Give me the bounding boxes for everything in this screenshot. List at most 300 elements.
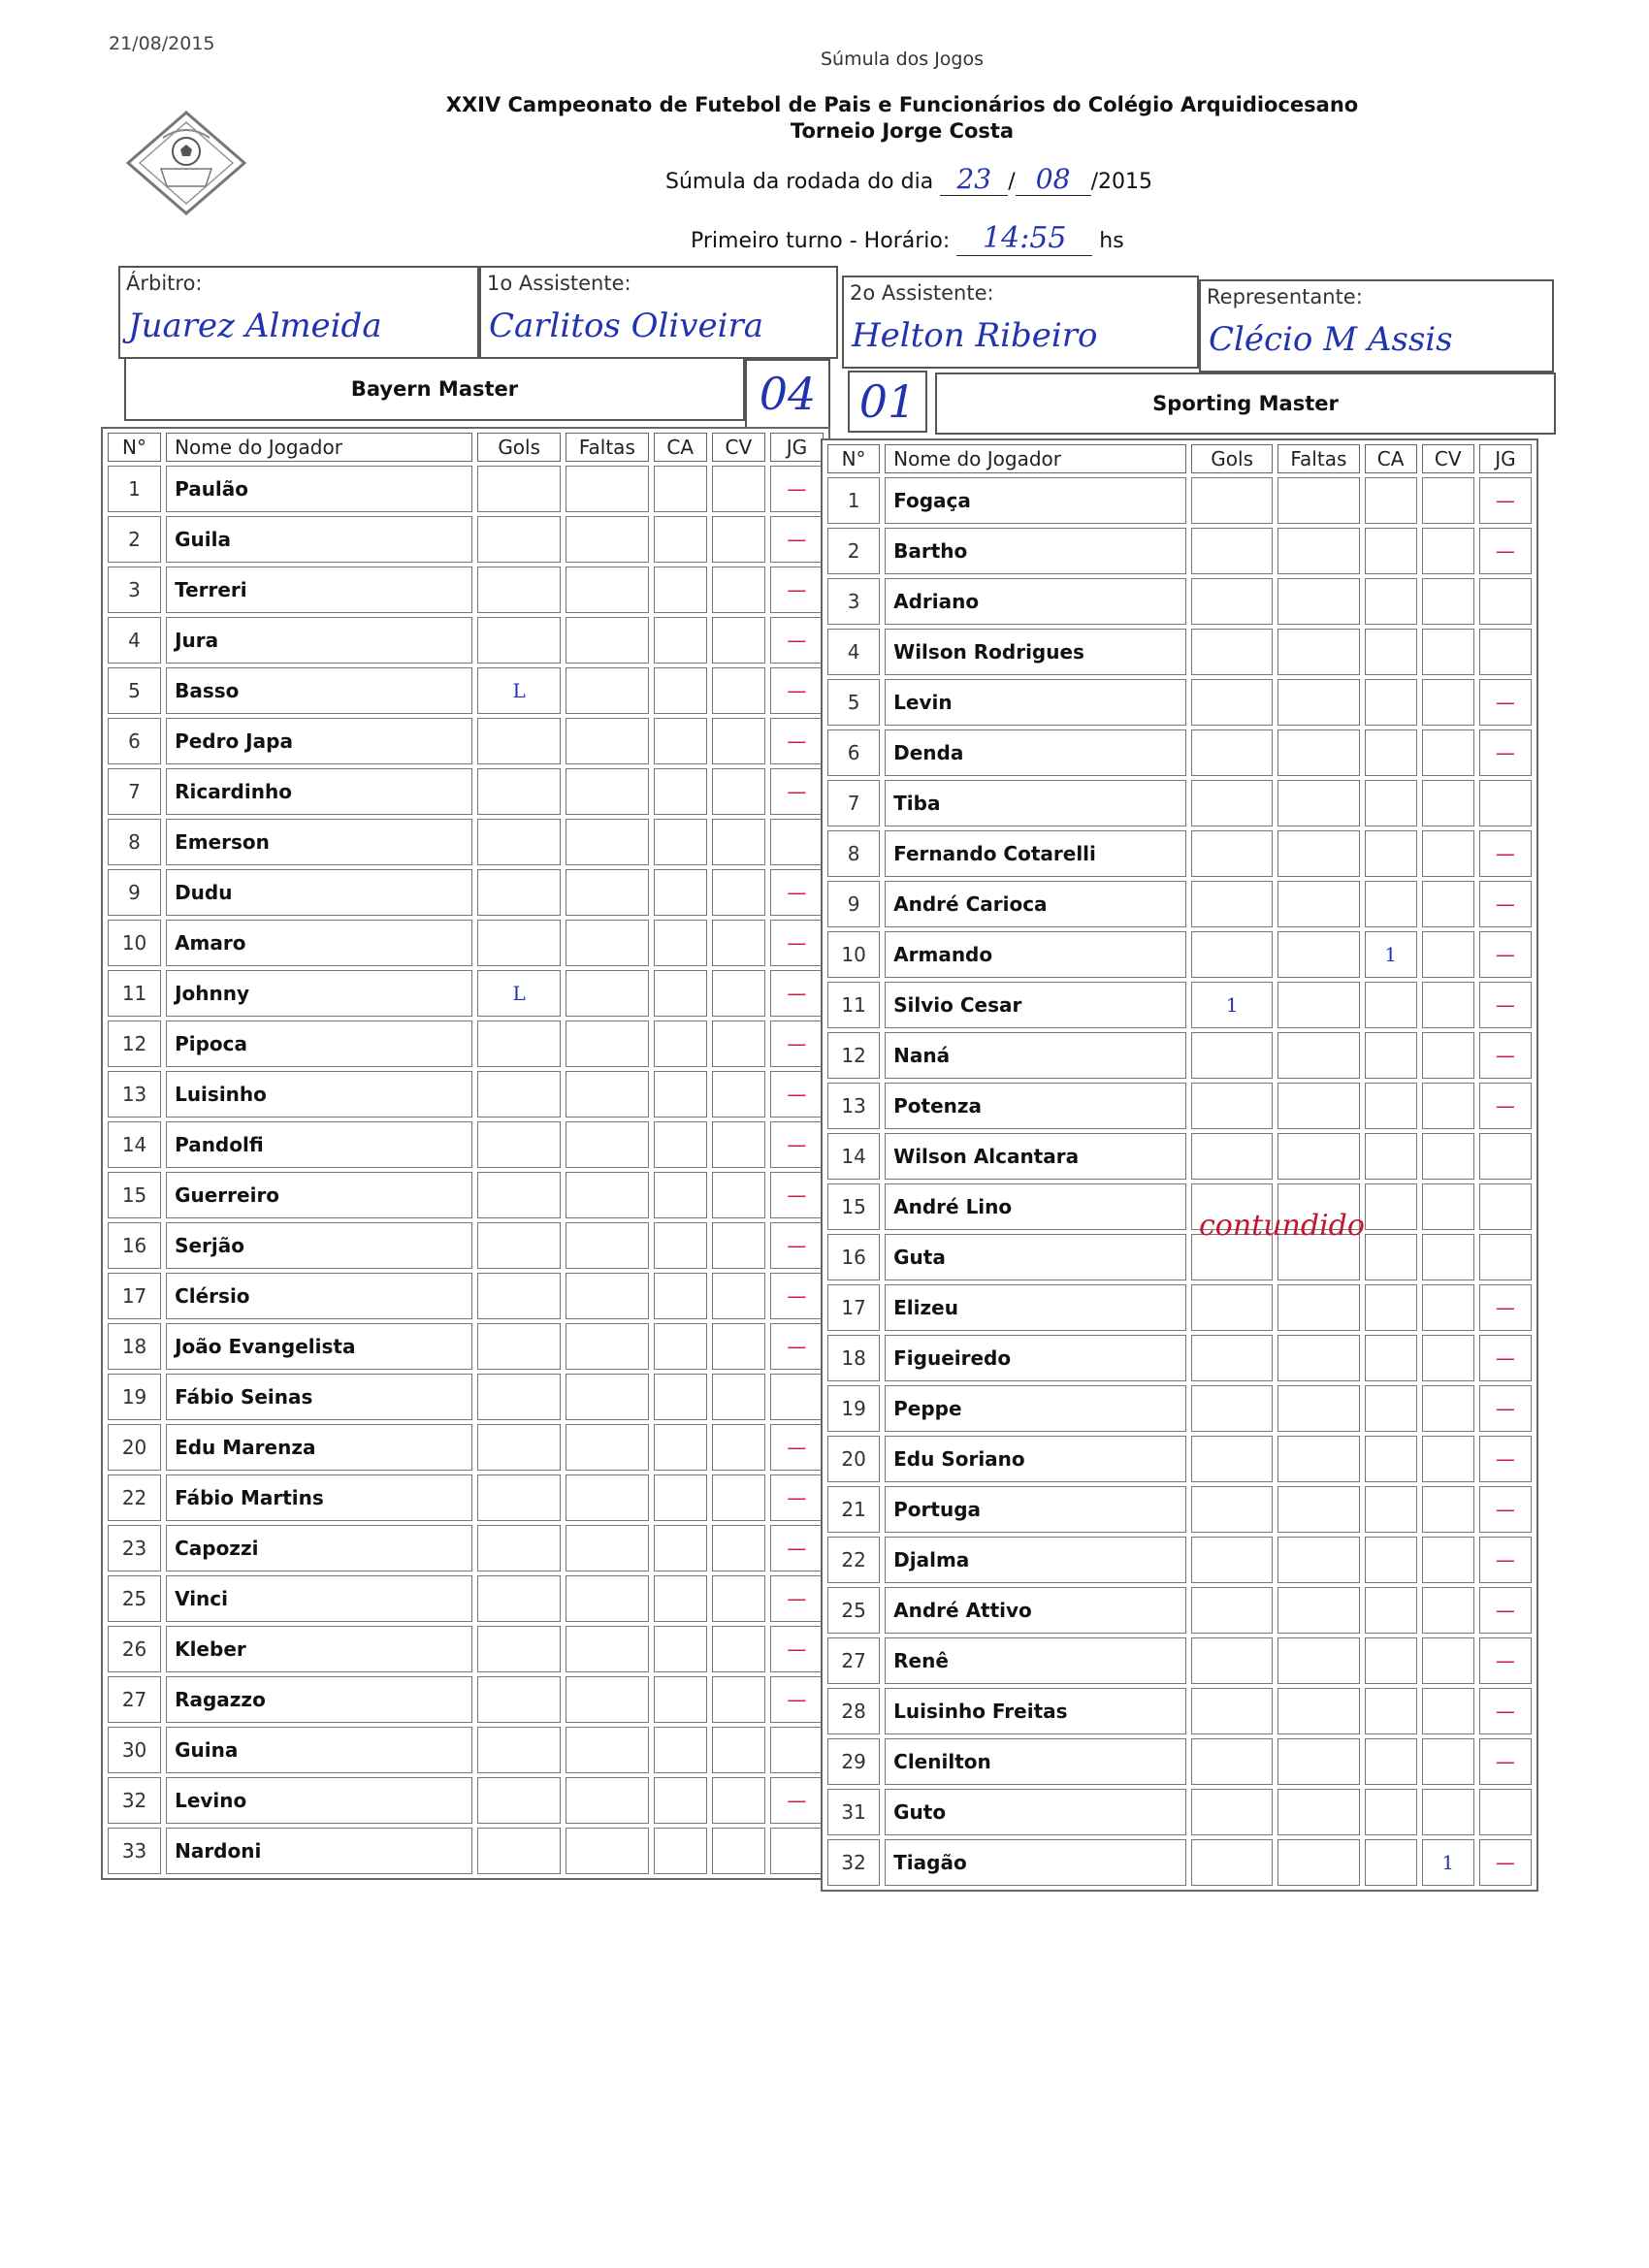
player-played xyxy=(770,819,824,865)
player-fouls xyxy=(1277,1335,1359,1381)
player-played: — xyxy=(1479,881,1532,927)
player-yellow-card xyxy=(1365,679,1417,726)
player-row xyxy=(827,729,1532,776)
player-fouls xyxy=(1277,1537,1359,1583)
player-fouls xyxy=(566,667,649,714)
player-goals xyxy=(1191,1032,1273,1079)
player-played: — xyxy=(770,1323,824,1370)
player-red-card xyxy=(1422,1789,1474,1835)
player-fouls xyxy=(1277,1284,1359,1331)
player-name: Guerreiro xyxy=(166,1172,472,1218)
player-red-card xyxy=(712,1575,765,1622)
player-red-card xyxy=(1422,1234,1474,1280)
player-name: Emerson xyxy=(166,819,472,865)
player-yellow-card xyxy=(654,1424,707,1471)
player-yellow-card xyxy=(1365,477,1417,524)
player-row xyxy=(827,1234,1532,1280)
col-ca: CA xyxy=(654,433,707,462)
player-yellow-card xyxy=(1365,1587,1417,1634)
col-num: N° xyxy=(108,433,161,462)
player-name: Edu Soriano xyxy=(885,1436,1186,1482)
col-cv: CV xyxy=(712,433,765,462)
player-played: — xyxy=(1479,679,1532,726)
player-played: — xyxy=(1479,830,1532,877)
player-yellow-card xyxy=(1365,1436,1417,1482)
player-row xyxy=(108,1323,824,1370)
player-fouls xyxy=(566,819,649,865)
player-fouls xyxy=(566,617,649,664)
player-goals xyxy=(477,1575,561,1622)
player-name: Peppe xyxy=(885,1385,1186,1432)
player-row xyxy=(108,1071,824,1118)
player-row xyxy=(108,1121,824,1168)
player-fouls xyxy=(566,1474,649,1521)
player-red-card xyxy=(712,1273,765,1319)
player-fouls xyxy=(1277,528,1359,574)
player-red-card xyxy=(712,567,765,613)
player-row xyxy=(108,1474,824,1521)
player-played: — xyxy=(770,466,824,512)
player-played xyxy=(1479,1789,1532,1835)
player-fouls xyxy=(566,1121,649,1168)
col-name: Nome do Jogador xyxy=(885,444,1186,473)
player-goals xyxy=(477,1828,561,1874)
player-yellow-card xyxy=(654,1474,707,1521)
player-goals xyxy=(1191,1083,1273,1129)
player-number: 13 xyxy=(827,1083,880,1129)
player-name: Guta xyxy=(885,1234,1186,1280)
player-red-card xyxy=(712,869,765,916)
player-number: 9 xyxy=(827,881,880,927)
player-yellow-card xyxy=(654,1676,707,1723)
player-played: — xyxy=(770,617,824,664)
player-yellow-card xyxy=(1365,1032,1417,1079)
player-number: 5 xyxy=(827,679,880,726)
player-fouls xyxy=(1277,477,1359,524)
player-played: — xyxy=(1479,1688,1532,1734)
player-number: 1 xyxy=(827,477,880,524)
player-played: — xyxy=(1479,528,1532,574)
player-number: 21 xyxy=(827,1486,880,1533)
player-red-card xyxy=(712,1222,765,1269)
player-yellow-card xyxy=(654,1525,707,1571)
assistente1-label: 1o Assistente: xyxy=(487,272,631,295)
player-yellow-card xyxy=(654,567,707,613)
player-goals xyxy=(477,1273,561,1319)
player-yellow-card xyxy=(654,1121,707,1168)
player-row xyxy=(827,1385,1532,1432)
player-fouls xyxy=(1277,1133,1359,1180)
player-red-card xyxy=(1422,528,1474,574)
player-played: — xyxy=(1479,982,1532,1028)
col-gols: Gols xyxy=(477,433,561,462)
player-name: Naná xyxy=(885,1032,1186,1079)
player-goals xyxy=(1191,477,1273,524)
player-name: Guina xyxy=(166,1727,472,1773)
player-goals xyxy=(477,567,561,613)
player-number: 8 xyxy=(827,830,880,877)
player-row xyxy=(827,1284,1532,1331)
player-row xyxy=(108,1525,824,1571)
player-yellow-card xyxy=(654,1071,707,1118)
player-goals xyxy=(1191,729,1273,776)
player-fouls xyxy=(566,1172,649,1218)
player-row xyxy=(827,1587,1532,1634)
player-red-card xyxy=(1422,1637,1474,1684)
player-yellow-card xyxy=(1365,830,1417,877)
arbitro-label: Árbitro: xyxy=(126,272,203,295)
player-played: — xyxy=(770,1424,824,1471)
player-number: 17 xyxy=(827,1284,880,1331)
player-row xyxy=(827,477,1532,524)
player-fouls xyxy=(566,1777,649,1824)
player-number: 19 xyxy=(108,1374,161,1420)
player-row xyxy=(827,1637,1532,1684)
player-fouls xyxy=(1277,1587,1359,1634)
player-goals: L xyxy=(477,667,561,714)
player-row xyxy=(827,1839,1532,1886)
player-name: Fábio Seinas xyxy=(166,1374,472,1420)
assistente2-box xyxy=(842,275,1199,369)
player-fouls xyxy=(566,768,649,815)
player-number: 6 xyxy=(108,718,161,764)
home-roster-table xyxy=(101,427,830,1880)
player-name: Denda xyxy=(885,729,1186,776)
player-name: Figueiredo xyxy=(885,1335,1186,1381)
player-number: 17 xyxy=(108,1273,161,1319)
away-score: 01 xyxy=(848,371,927,433)
player-name: Pedro Japa xyxy=(166,718,472,764)
player-yellow-card xyxy=(654,1777,707,1824)
player-row xyxy=(108,667,824,714)
player-yellow-card xyxy=(1365,1789,1417,1835)
player-fouls xyxy=(1277,1083,1359,1129)
player-fouls xyxy=(566,1626,649,1672)
player-number: 15 xyxy=(108,1172,161,1218)
player-played: — xyxy=(770,567,824,613)
player-goals xyxy=(1191,1486,1273,1533)
player-fouls xyxy=(1277,982,1359,1028)
player-goals xyxy=(477,1071,561,1118)
player-played xyxy=(1479,1183,1532,1230)
player-red-card xyxy=(712,1828,765,1874)
player-name: Edu Marenza xyxy=(166,1424,472,1471)
player-yellow-card xyxy=(654,1021,707,1067)
player-fouls xyxy=(566,516,649,563)
player-played xyxy=(770,1828,824,1874)
player-name: Luisinho Freitas xyxy=(885,1688,1186,1734)
player-name: Fábio Martins xyxy=(166,1474,472,1521)
player-row xyxy=(108,1777,824,1824)
player-name: Ragazzo xyxy=(166,1676,472,1723)
player-goals xyxy=(1191,1284,1273,1331)
player-name: Pandolfi xyxy=(166,1121,472,1168)
player-yellow-card xyxy=(1365,1738,1417,1785)
player-fouls xyxy=(1277,780,1359,826)
player-played: — xyxy=(1479,1637,1532,1684)
player-name: Levino xyxy=(166,1777,472,1824)
player-name: Tiagão xyxy=(885,1839,1186,1886)
player-fouls xyxy=(1277,729,1359,776)
player-red-card xyxy=(1422,881,1474,927)
home-team-name: Bayern Master xyxy=(124,357,745,421)
player-name: Renê xyxy=(885,1637,1186,1684)
player-played xyxy=(1479,629,1532,675)
player-row xyxy=(827,881,1532,927)
player-red-card xyxy=(1422,1284,1474,1331)
player-row xyxy=(108,567,824,613)
player-number: 18 xyxy=(108,1323,161,1370)
player-number: 4 xyxy=(827,629,880,675)
player-played: — xyxy=(1479,931,1532,978)
player-number: 11 xyxy=(108,970,161,1017)
assistente2-name: Helton Ribeiro xyxy=(852,316,1098,355)
player-row xyxy=(827,1083,1532,1129)
player-red-card xyxy=(1422,1436,1474,1482)
player-name: Kleber xyxy=(166,1626,472,1672)
player-number: 22 xyxy=(108,1474,161,1521)
player-red-card xyxy=(712,667,765,714)
player-fouls xyxy=(1277,679,1359,726)
player-fouls xyxy=(1277,629,1359,675)
player-goals xyxy=(477,1777,561,1824)
player-number: 28 xyxy=(827,1688,880,1734)
player-number: 26 xyxy=(108,1626,161,1672)
player-goals xyxy=(477,516,561,563)
player-red-card xyxy=(1422,931,1474,978)
player-number: 18 xyxy=(827,1335,880,1381)
player-goals xyxy=(1191,780,1273,826)
player-yellow-card xyxy=(1365,1183,1417,1230)
player-row xyxy=(827,1486,1532,1533)
rodada-year: /2015 xyxy=(1090,170,1153,194)
player-yellow-card xyxy=(654,1727,707,1773)
player-name: Wilson Rodrigues xyxy=(885,629,1186,675)
player-goals xyxy=(477,1374,561,1420)
player-red-card xyxy=(712,1374,765,1420)
player-played: — xyxy=(1479,1335,1532,1381)
player-red-card xyxy=(1422,578,1474,625)
player-name: Luisinho xyxy=(166,1071,472,1118)
player-row xyxy=(108,1626,824,1672)
player-goals xyxy=(477,768,561,815)
player-name: Potenza xyxy=(885,1083,1186,1129)
player-played: — xyxy=(1479,1537,1532,1583)
officials-row xyxy=(118,266,1554,359)
representante-name: Clécio M Assis xyxy=(1209,320,1453,359)
player-yellow-card xyxy=(654,1575,707,1622)
player-row xyxy=(108,1273,824,1319)
rodada-sep: / xyxy=(1008,170,1016,194)
player-played: — xyxy=(770,1273,824,1319)
player-red-card xyxy=(712,718,765,764)
player-yellow-card xyxy=(1365,1335,1417,1381)
player-red-card xyxy=(1422,1738,1474,1785)
player-goals xyxy=(477,1676,561,1723)
player-played: — xyxy=(770,1525,824,1571)
player-fouls xyxy=(566,718,649,764)
player-row xyxy=(108,1727,824,1773)
player-goals xyxy=(477,1021,561,1067)
col-gols: Gols xyxy=(1191,444,1273,473)
player-fouls xyxy=(1277,578,1359,625)
player-played xyxy=(1479,1133,1532,1180)
col-faltas: Faltas xyxy=(1277,444,1359,473)
player-row xyxy=(108,1172,824,1218)
player-fouls xyxy=(566,1828,649,1874)
player-yellow-card xyxy=(654,1626,707,1672)
player-goals xyxy=(477,1121,561,1168)
school-crest-icon xyxy=(124,109,248,217)
player-row xyxy=(108,819,824,865)
player-row xyxy=(827,578,1532,625)
rodada-line xyxy=(665,163,1152,196)
rodada-prefix: Súmula da rodada do dia xyxy=(665,170,934,194)
player-goals xyxy=(477,617,561,664)
player-number: 20 xyxy=(108,1424,161,1471)
player-name: Clenilton xyxy=(885,1738,1186,1785)
player-fouls xyxy=(566,1525,649,1571)
player-fouls xyxy=(1277,1032,1359,1079)
player-number: 25 xyxy=(108,1575,161,1622)
player-name: André Lino xyxy=(885,1183,1186,1230)
player-goals xyxy=(1191,1587,1273,1634)
page-title: XXIV Campeonato de Futebol de Pais e Funcionários do Colégio Arquidiocesano xyxy=(445,93,1359,116)
player-goals xyxy=(477,1626,561,1672)
player-fouls xyxy=(566,920,649,966)
player-yellow-card xyxy=(1365,1537,1417,1583)
player-number: 10 xyxy=(108,920,161,966)
player-number: 5 xyxy=(108,667,161,714)
player-red-card xyxy=(712,1676,765,1723)
player-yellow-card xyxy=(654,516,707,563)
away-header-row xyxy=(827,444,1532,473)
player-fouls xyxy=(566,1424,649,1471)
player-red-card xyxy=(1422,1032,1474,1079)
player-red-card xyxy=(712,516,765,563)
player-row xyxy=(827,1436,1532,1482)
player-yellow-card xyxy=(1365,578,1417,625)
player-number: 31 xyxy=(827,1789,880,1835)
player-name: Serjão xyxy=(166,1222,472,1269)
player-fouls xyxy=(566,1575,649,1622)
player-number: 32 xyxy=(108,1777,161,1824)
player-fouls xyxy=(566,1727,649,1773)
player-name: Vinci xyxy=(166,1575,472,1622)
player-number: 29 xyxy=(827,1738,880,1785)
player-name: Johnny xyxy=(166,970,472,1017)
player-red-card: 1 xyxy=(1422,1839,1474,1886)
player-fouls xyxy=(566,466,649,512)
player-row xyxy=(108,1828,824,1874)
player-row xyxy=(827,679,1532,726)
player-played: — xyxy=(770,970,824,1017)
player-yellow-card xyxy=(1365,1839,1417,1886)
player-number: 10 xyxy=(827,931,880,978)
player-goals xyxy=(477,1424,561,1471)
home-header-row xyxy=(108,433,824,462)
player-name: Clérsio xyxy=(166,1273,472,1319)
player-name: Fogaça xyxy=(885,477,1186,524)
player-row xyxy=(108,1575,824,1622)
player-yellow-card xyxy=(1365,1234,1417,1280)
player-name: Portuga xyxy=(885,1486,1186,1533)
player-goals xyxy=(1191,1335,1273,1381)
player-name: Terreri xyxy=(166,567,472,613)
player-row xyxy=(827,1335,1532,1381)
player-played: — xyxy=(770,718,824,764)
player-played xyxy=(1479,578,1532,625)
player-goals xyxy=(1191,528,1273,574)
player-red-card xyxy=(712,1021,765,1067)
player-played: — xyxy=(770,920,824,966)
player-goals xyxy=(1191,1436,1273,1482)
player-fouls xyxy=(566,869,649,916)
player-red-card xyxy=(712,970,765,1017)
player-fouls xyxy=(566,1273,649,1319)
player-yellow-card xyxy=(1365,629,1417,675)
player-played xyxy=(1479,780,1532,826)
player-fouls xyxy=(566,1071,649,1118)
player-name: Pipoca xyxy=(166,1021,472,1067)
player-row xyxy=(108,1676,824,1723)
player-number: 15 xyxy=(827,1183,880,1230)
turno-suffix: hs xyxy=(1099,229,1124,253)
player-name: Levin xyxy=(885,679,1186,726)
player-number: 32 xyxy=(827,1839,880,1886)
rodada-month: 08 xyxy=(1016,163,1091,196)
turno-time: 14:55 xyxy=(956,221,1092,256)
col-jg: JG xyxy=(770,433,824,462)
player-number: 3 xyxy=(827,578,880,625)
player-name: Elizeu xyxy=(885,1284,1186,1331)
player-red-card xyxy=(1422,1688,1474,1734)
player-red-card xyxy=(712,466,765,512)
player-fouls xyxy=(1277,1688,1359,1734)
player-name: Nardoni xyxy=(166,1828,472,1874)
player-goals xyxy=(477,1727,561,1773)
player-number: 1 xyxy=(108,466,161,512)
player-red-card xyxy=(1422,1335,1474,1381)
arbitro-box xyxy=(118,266,479,359)
player-row xyxy=(108,466,824,512)
player-played: — xyxy=(770,1575,824,1622)
player-yellow-card xyxy=(654,1172,707,1218)
home-score: 04 xyxy=(745,359,830,429)
player-name: Bartho xyxy=(885,528,1186,574)
player-played: — xyxy=(1479,1587,1532,1634)
player-name: Paulão xyxy=(166,466,472,512)
player-played: — xyxy=(1479,1738,1532,1785)
player-red-card xyxy=(1422,1133,1474,1180)
player-row xyxy=(108,768,824,815)
player-red-card xyxy=(1422,830,1474,877)
player-row xyxy=(827,1032,1532,1079)
player-number: 20 xyxy=(827,1436,880,1482)
player-red-card xyxy=(1422,629,1474,675)
player-red-card xyxy=(712,768,765,815)
arbitro-name: Juarez Almeida xyxy=(128,307,382,345)
player-goals xyxy=(1191,1738,1273,1785)
player-played: — xyxy=(1479,1839,1532,1886)
player-fouls xyxy=(1277,830,1359,877)
player-yellow-card xyxy=(654,768,707,815)
player-goals xyxy=(477,1172,561,1218)
player-red-card xyxy=(712,1777,765,1824)
player-red-card xyxy=(1422,1537,1474,1583)
player-red-card xyxy=(1422,780,1474,826)
player-red-card xyxy=(1422,1183,1474,1230)
